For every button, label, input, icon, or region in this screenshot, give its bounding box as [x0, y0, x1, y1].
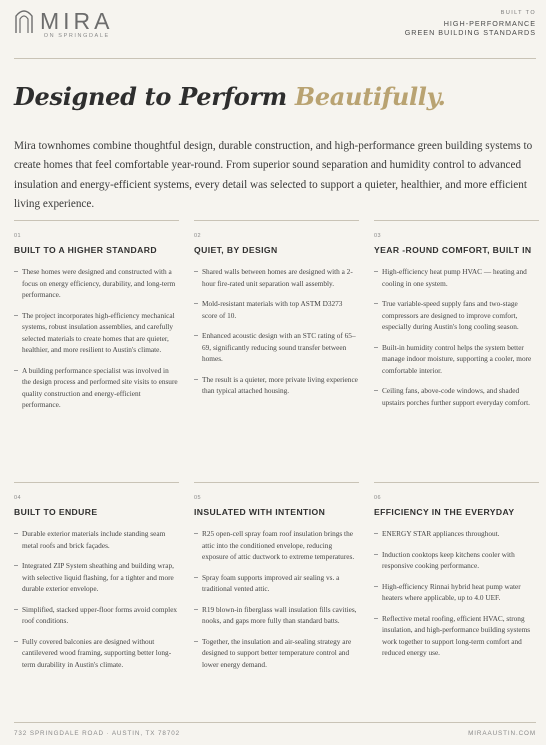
- section-number: 04: [14, 495, 22, 501]
- headline-main: Designed to Perform: [14, 82, 295, 111]
- logo-subtitle: ON SPRINGDALE: [43, 33, 110, 39]
- section-divider: [374, 220, 539, 221]
- list-item: R19 blown-in fiberglass wall insulation fills cavities, nooks, and gaps more fully than standard batts.: [194, 604, 359, 627]
- list-item: Together, the insulation and air-sealing strategy are designed to support better temperature control and lower energy demand.: [194, 636, 359, 671]
- section-title: YEAR -ROUND COMFORT, BUILT IN: [374, 245, 532, 255]
- list-item: Built-in humidity control helps the system better manage indoor moisture, supporting a cooler, more comfortable interior.: [374, 342, 539, 377]
- footer-divider: [14, 722, 536, 723]
- section-number: 01: [14, 233, 22, 239]
- mira-logo[interactable]: [14, 8, 114, 39]
- footer-website-link[interactable]: MIRAAUSTIN.COM: [468, 730, 536, 737]
- section-divider: [194, 220, 359, 221]
- headline-accent: Beautifully.: [294, 82, 446, 111]
- section-divider: [14, 482, 179, 483]
- header-tagline: [405, 9, 536, 38]
- tagline-line-1: BUILT TO: [500, 10, 536, 16]
- page-headline: [14, 82, 446, 111]
- section-title: QUIET, BY DESIGN: [194, 245, 278, 255]
- section-list: [14, 528, 179, 670]
- intro-paragraph: Mira townhomes combine thoughtful design, durable construction, and high-performance green building systems to create homes that feel comfortable year-round. From superior sound separation and humidity control to advanced insulation and energy-efficient systems, every detail was selected to support a quieter, healthier, and more efficient living experience.: [14, 140, 533, 210]
- section-title: BUILT TO A HIGHER STANDARD: [14, 245, 157, 255]
- section-higher-standard: [14, 220, 179, 420]
- list-item: Reflective metal roofing, efficient HVAC, strong insulation, and high-performance building systems work together to support long-term comfort and reduced energy use.: [374, 613, 539, 659]
- list-item: The project incorporates high-efficiency mechanical systems, robust insulation assemblies, and carefully selected materials to create homes that are quieter, healthier, and more resilient to Austin's climate.: [14, 310, 179, 356]
- section-number: 02: [194, 233, 202, 239]
- section-divider: [374, 482, 539, 483]
- list-item: R25 open-cell spray foam roof insulation brings the attic into the conditioned envelope, reducing exposure of attic ductwork to extreme temperatures.: [194, 528, 359, 563]
- mira-logo-icon: [14, 8, 34, 34]
- section-built-to-endure: [14, 482, 179, 679]
- list-item: Simplified, stacked upper-floor forms avoid complex roof conditions.: [14, 604, 179, 627]
- section-list: [374, 266, 539, 408]
- header-divider: [14, 58, 536, 59]
- list-item: High-efficiency heat pump HVAC — heating and cooling in one system.: [374, 266, 539, 289]
- section-number: 03: [374, 233, 382, 239]
- section-efficiency-everyday: [374, 482, 539, 668]
- list-item: The result is a quieter, more private living experience than typical attached housing.: [194, 374, 359, 397]
- list-item: Shared walls between homes are designed with a 2-hour fire-rated unit separation wall assembly.: [194, 266, 359, 289]
- logo-wordmark: MIRA: [40, 8, 114, 34]
- section-title: BUILT TO ENDURE: [14, 507, 98, 517]
- tagline-line-3: GREEN BUILDING STANDARDS: [404, 28, 536, 37]
- section-title: EFFICIENCY IN THE EVERYDAY: [374, 507, 515, 517]
- list-item: Ceiling fans, above-code windows, and shaded upstairs porches further support everyday comfort.: [374, 385, 539, 408]
- section-year-round-comfort: [374, 220, 539, 417]
- footer-address: 732 SPRINGDALE ROAD · AUSTIN, TX 78702: [14, 730, 181, 737]
- section-insulated-with-intention: [194, 482, 359, 679]
- section-title: INSULATED WITH INTENTION: [194, 507, 326, 517]
- list-item: A building performance specialist was involved in the design process and performed site visits to ensure quality construction and energy-efficient performance.: [14, 365, 179, 411]
- section-list: [374, 528, 539, 659]
- section-divider: [194, 482, 359, 483]
- list-item: Integrated ZIP System sheathing and building wrap, with selective liquid flashing, for a tighter and more durable exterior envelope.: [14, 560, 179, 595]
- section-list: [14, 266, 179, 411]
- section-number: 06: [374, 495, 382, 501]
- list-item: Durable exterior materials include standing seam metal roofs and brick façades.: [14, 528, 179, 551]
- section-divider: [14, 220, 179, 221]
- list-item: True variable-speed supply fans and two-stage compressors are designed to improve comfort, especially during Austin's long cooling season.: [374, 298, 539, 333]
- list-item: Fully covered balconies are designed without cantilevered wood framing, supporting better long-term durability in Austin's climate.: [14, 636, 179, 671]
- list-item: Enhanced acoustic design with an STC rating of 65–69, significantly reducing sound transfer between homes.: [194, 330, 359, 365]
- list-item: ENERGY STAR appliances throughout.: [374, 528, 539, 540]
- section-quiet-by-design: [194, 220, 359, 406]
- section-number: 05: [194, 495, 202, 501]
- section-list: [194, 528, 359, 670]
- page-header: [0, 0, 546, 58]
- tagline-line-2: HIGH-PERFORMANCE: [443, 18, 536, 28]
- list-item: High-efficiency Rinnai hybrid heat pump water heaters where applicable, up to 4.0 UEF.: [374, 581, 539, 604]
- list-item: Spray foam supports improved air sealing vs. a traditional vented attic.: [194, 572, 359, 595]
- list-item: Mold-resistant materials with top ASTM D3273 score of 10.: [194, 298, 359, 321]
- list-item: Induction cooktops keep kitchens cooler with responsive cooking performance.: [374, 549, 539, 572]
- list-item: These homes were designed and constructed with a focus on energy efficiency, durability, and long-term performance.: [14, 266, 179, 301]
- section-list: [194, 266, 359, 397]
